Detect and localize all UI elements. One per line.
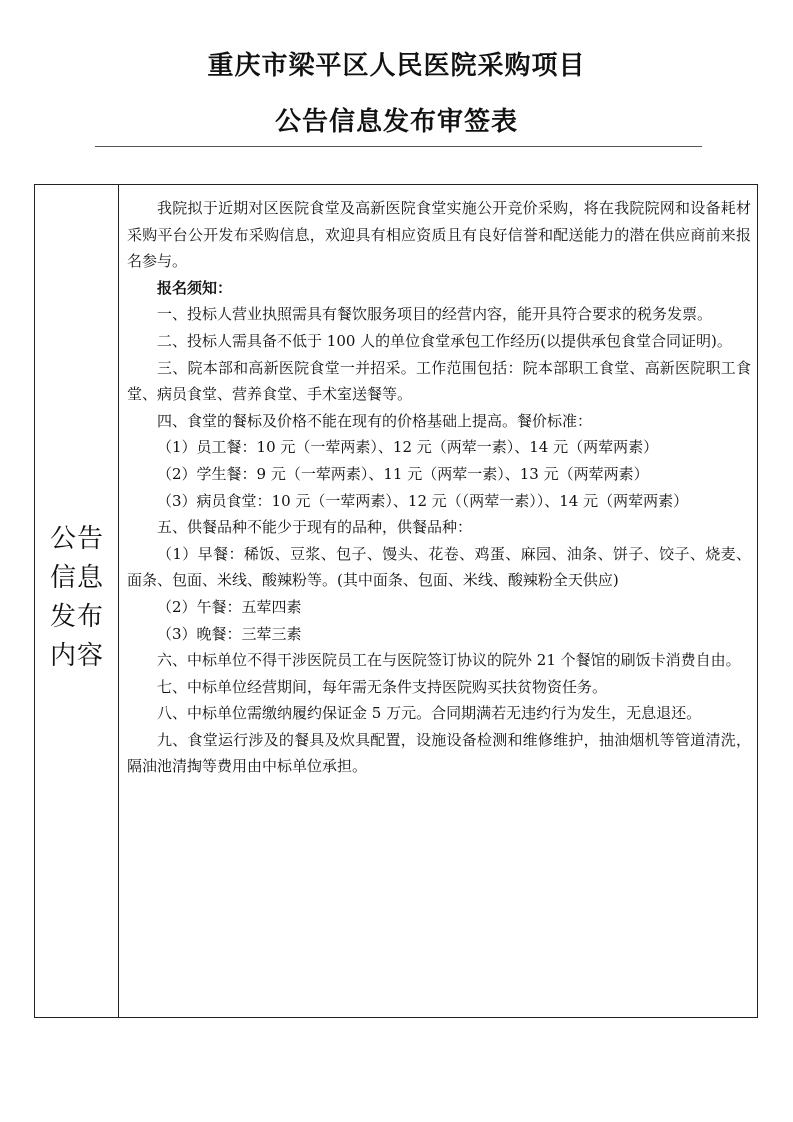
notice-item-1: 一、投标人营业执照需具有餐饮服务项目的经营内容，能开具符合要求的税务发票。 [157,305,713,324]
row-label-line: 公告 [49,524,104,554]
label-cell [35,185,119,1017]
price-staff-meal: （1）员工餐：10 元（一荤两素）、12 元（两荤一素）、14 元（两荤两素） [157,438,659,457]
lunch-menu: （2）午餐：五荤四素 [157,597,302,616]
price-student-meal: （2）学生餐：9 元（一荤两素）、11 元（两荤一素）、13 元（两荤两素） [157,464,649,483]
price-patient-meal: （3）病员食堂：10 元（一荤两素）、12 元（（两荤一素））、14 元（两荤两素） [157,491,689,510]
row-label-line: 信息 [49,563,104,593]
row-label-line: 发布 [49,602,104,632]
row-label [43,520,111,676]
notice-item-8: 八、中标单位需缴纳履约保证金 5 万元。合同期满若无违约行为发生，无息退还。 [157,704,702,723]
intro-paragraph: 我院拟于近期对区医院食堂及高新医院食堂实施公开竞价采购，将在我院院网和设备耗材采购平台公开发布采购信息，欢迎具有相应资质且有良好信誉和配送能力的潜在供应商前来报名参与。 [127,199,751,271]
title-divider [95,146,702,147]
dinner-menu: （3）晚餐：三荤三素 [157,624,302,643]
notice-item-3: 三、院本部和高新医院食堂一并招采。工作范围包括：院本部职工食堂、高新医院职工食堂、病员食堂、营养食堂、手术室送餐等。 [127,358,751,404]
document-title: 重庆市梁平区人民医院采购项目 [207,51,586,81]
notice-item-5: 五、供餐品种不能少于现有的品种，供餐品种： [157,518,473,537]
notice-item-7: 七、中标单位经营期间，每年需无条件支持医院购买扶贫物资任务。 [157,677,608,696]
notice-item-2: 二、投标人需具备不低于 100 人的单位食堂承包工作经历(以提供承包食堂合同证明)。 [157,331,732,350]
notice-item-4: 四、食堂的餐标及价格不能在现有的价格基础上提高。餐价标准： [157,411,593,430]
notice-item-6: 六、中标单位不得干涉医院员工在与医院签订协议的院外 21 个餐馆的刷饭卡消费自由。 [157,651,741,670]
content-cell [119,185,757,1017]
breakfast-menu: （1）早餐：稀饭、豆浆、包子、馒头、花卷、鸡蛋、麻园、油条、饼子、饺子、烧麦、面条、包面、米线、酸辣粉等。(其中面条、包面、米线、酸辣粉全天供应) [127,544,751,590]
announcement-table [34,184,758,1018]
row-label-line: 内容 [49,641,104,671]
notice-item-9: 九、食堂运行涉及的餐具及炊具配置，设施设备检测和维修维护，抽油烟机等管道清洗，隔油池清掏等费用由中标单位承担。 [127,730,751,776]
document-subtitle: 公告信息发布审签表 [274,107,518,137]
notice-heading: 报名须知： [157,278,233,297]
